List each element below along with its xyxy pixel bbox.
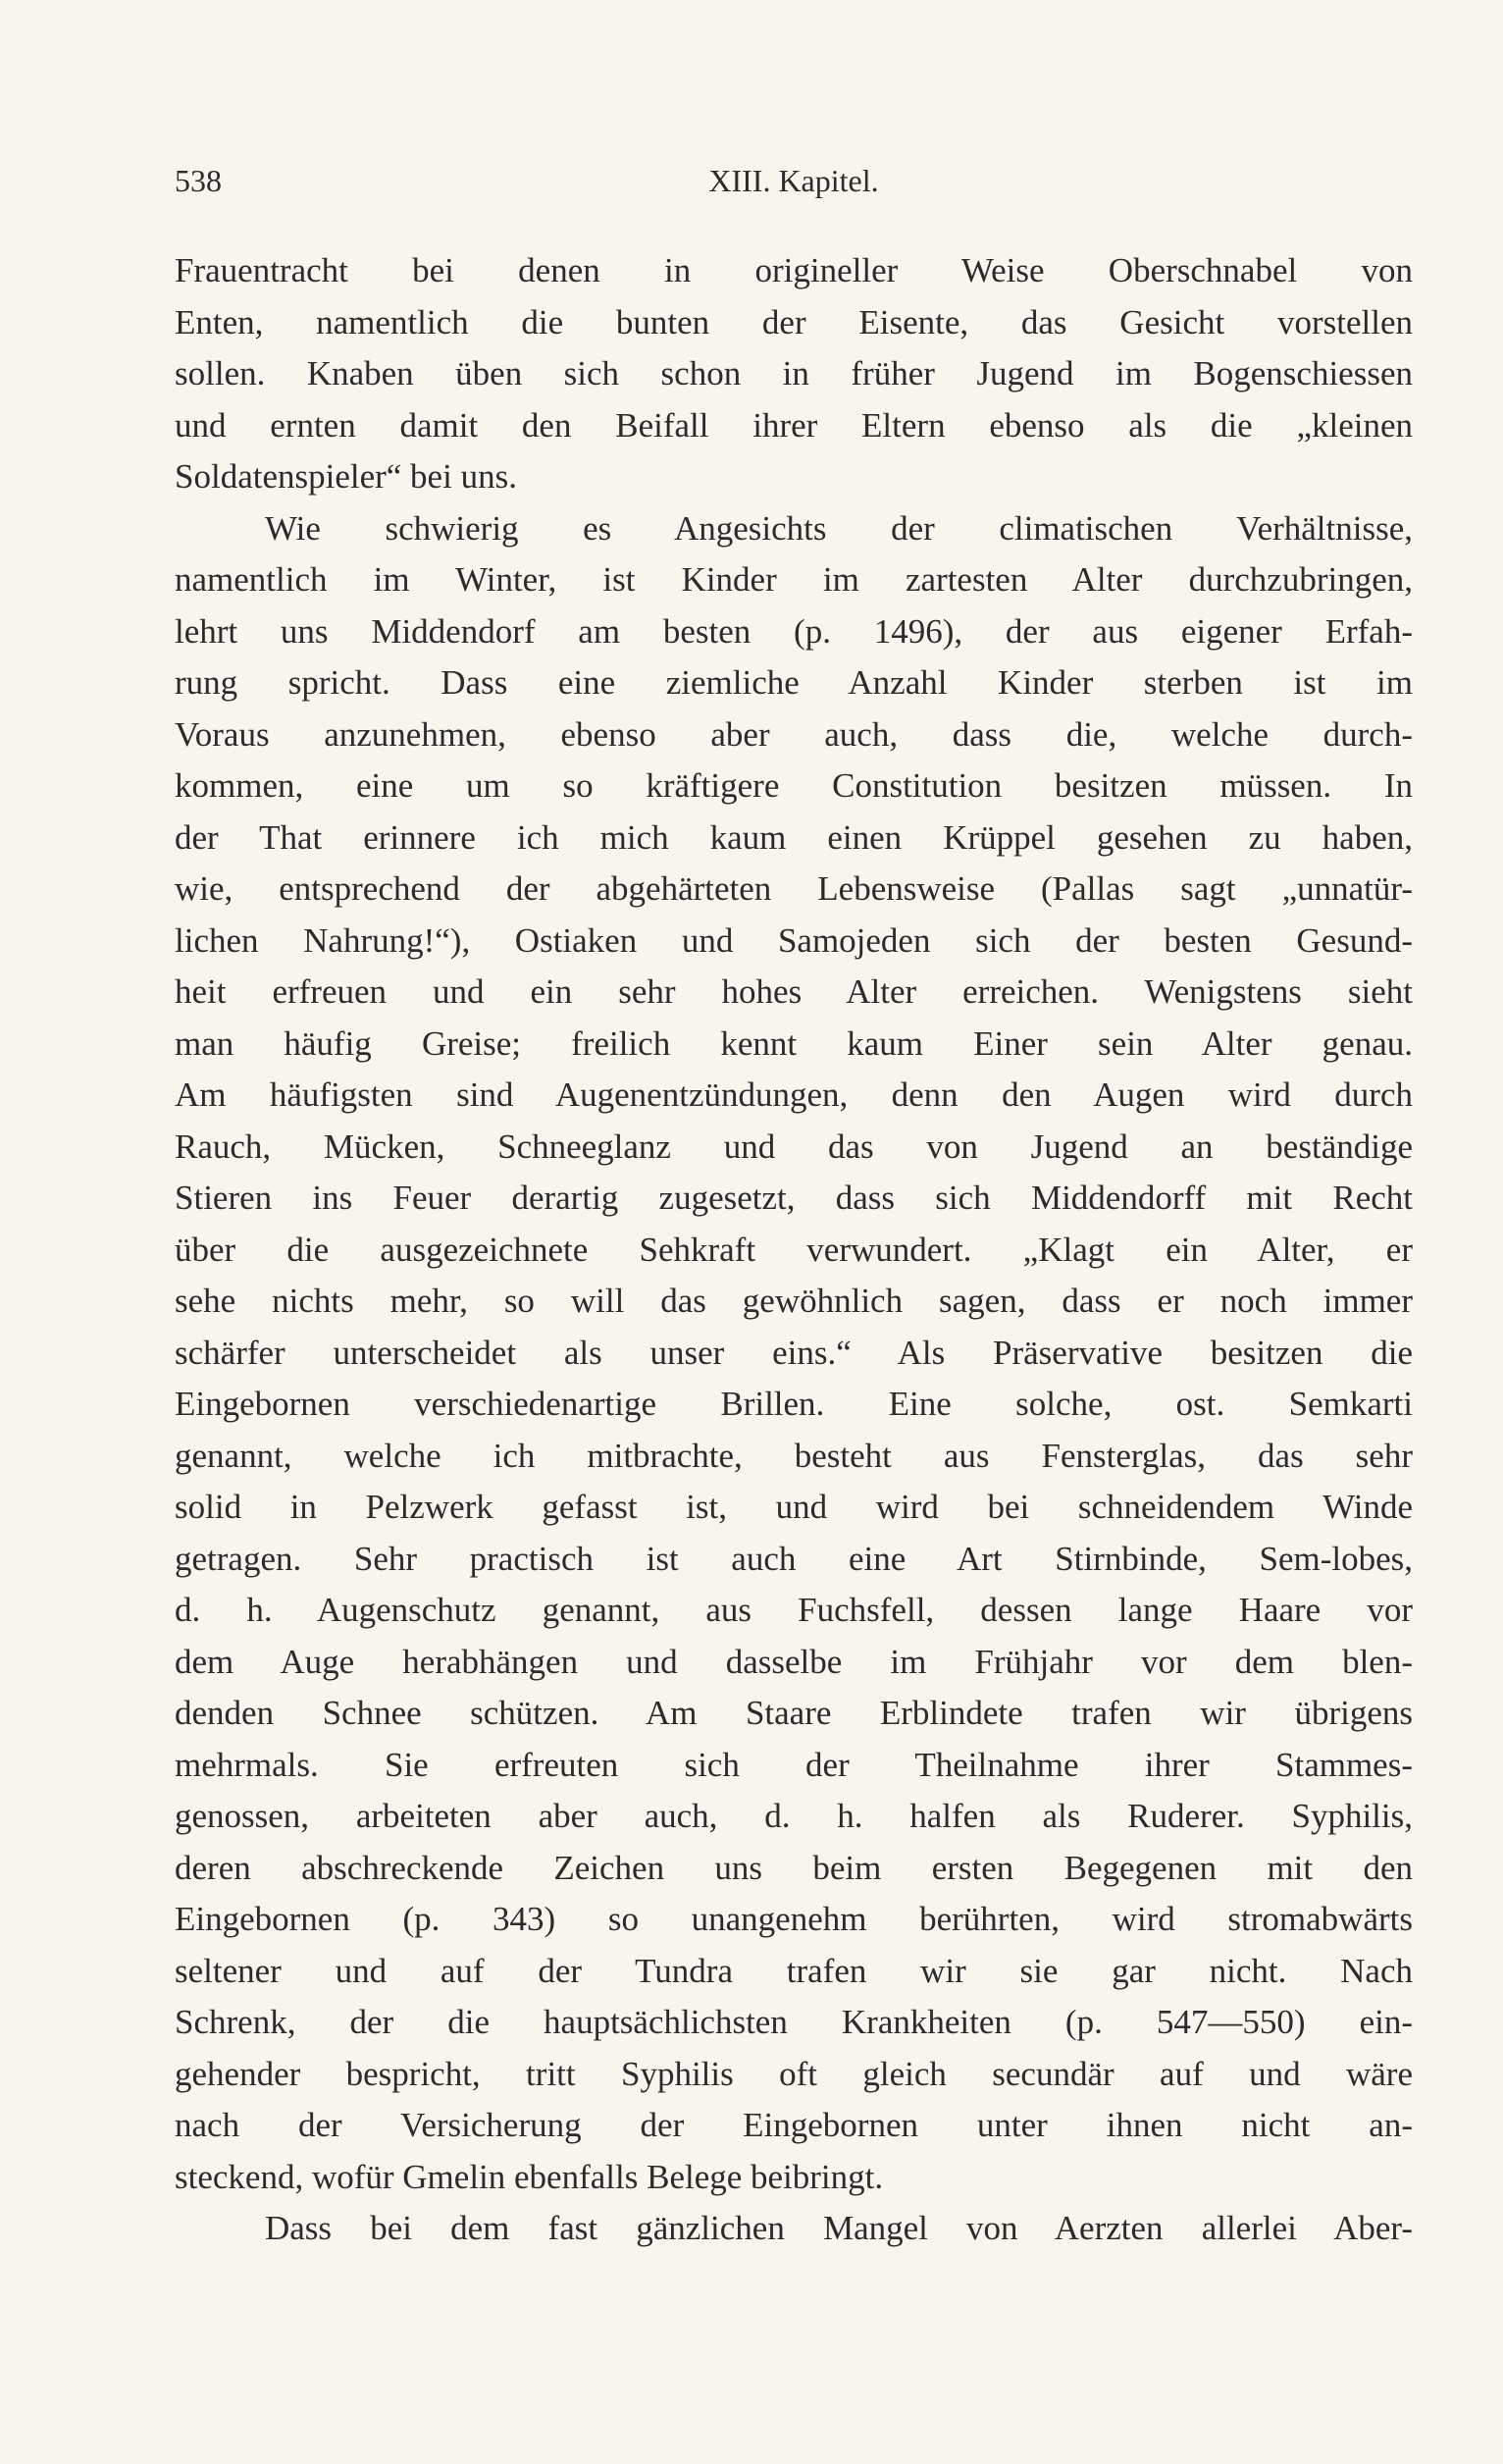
text-line: solid in Pelzwerk gefasst ist, und wird bei schneidendem Winde bbox=[175, 1488, 1413, 1526]
text-line: mehrmals. Sie erfreuten sich der Theilnahme ihrer Stammes- bbox=[175, 1745, 1413, 1784]
page-number: 538 bbox=[175, 163, 222, 198]
text-line: Voraus anzunehmen, ebenso aber auch, dass die, welche durch- bbox=[175, 714, 1413, 754]
text-line: rung spricht. Dass eine ziemliche Anzahl Kinder sterben ist im bbox=[175, 663, 1413, 702]
text-line: nach der Versicherung der Eingebornen unter ihnen nicht an- bbox=[175, 2106, 1413, 2144]
running-head bbox=[175, 157, 1413, 204]
text-line: dem Auge herabhängen und dasselbe im Frühjahr vor dem blen- bbox=[175, 1642, 1413, 1681]
text-line: Am häufigsten sind Augenentzündungen, denn den Augen wird durch bbox=[175, 1075, 1413, 1114]
text-line: Eingebornen verschiedenartige Brillen. Eine solche, ost. Semkarti bbox=[175, 1385, 1413, 1423]
paragraph bbox=[175, 245, 1413, 503]
text-line: d. h. Augenschutz genannt, aus Fuchsfell, dessen lange Haare vor bbox=[175, 1591, 1413, 1629]
text-line: genossen, arbeiteten aber auch, d. h. halfen als Ruderer. Syphilis, bbox=[175, 1797, 1413, 1835]
text-line: lehrt uns Middendorf am besten (p. 1496), der aus eigener Erfah- bbox=[175, 611, 1413, 651]
text-line: Stieren ins Feuer derartig zugesetzt, dass sich Middendorff mit Recht bbox=[175, 1179, 1413, 1217]
text-line: gehender bespricht, tritt Syphilis oft gleich secundär auf und wäre bbox=[175, 2054, 1413, 2093]
text-line: und ernten damit den Beifall ihrer Eltern ebenso als die „kleinen bbox=[175, 405, 1413, 445]
text-line: Eingebornen (p. 343) so unangenehm berührten, wird stromabwärts bbox=[175, 1900, 1413, 1938]
text-line: heit erfreuen und ein sehr hohes Alter erreichen. Wenigstens sieht bbox=[175, 972, 1413, 1011]
text-line: getragen. Sehr practisch ist auch eine Art Stirnbinde, Sem-lobes, bbox=[175, 1539, 1413, 1578]
text-line: Schrenk, der die hauptsächlichsten Krankheiten (p. 547—550) ein- bbox=[175, 2003, 1413, 2041]
text-line: Wie schwierig es Angesichts der climatischen Verhältnisse, bbox=[265, 508, 1413, 548]
text-line: denden Schnee schützen. Am Staare Erblindete trafen wir übrigens bbox=[175, 1694, 1413, 1732]
text-line: man häufig Greise; freilich kennt kaum Einer sein Alter genau. bbox=[175, 1023, 1413, 1063]
text-line: Dass bei dem fast gänzlichen Mangel von Aerzten allerlei Aber- bbox=[265, 2209, 1413, 2247]
paragraph bbox=[175, 503, 1413, 2204]
text-line: namentlich im Winter, ist Kinder im zartesten Alter durchzubringen, bbox=[175, 560, 1413, 599]
text-line: kommen, eine um so kräftigere Constitution besitzen müssen. In bbox=[175, 766, 1413, 805]
text-line: Rauch, Mücken, Schneeglanz und das von Jugend an beständige bbox=[175, 1127, 1413, 1166]
chapter-title: XIII. Kapitel. bbox=[708, 163, 879, 198]
text-line: der That erinnere ich mich kaum einen Krüppel gesehen zu haben, bbox=[175, 817, 1413, 857]
text-line: Soldatenspieler“ bei uns. bbox=[175, 457, 517, 496]
text-line: wie, entsprechend der abgehärteten Lebensweise (Pallas sagt „unnatür- bbox=[175, 869, 1413, 908]
text-line: über die ausgezeichnete Sehkraft verwundert. „Klagt ein Alter, er bbox=[175, 1230, 1413, 1269]
text-line: sollen. Knaben üben sich schon in früher Jugend im Bogenschiessen bbox=[175, 354, 1413, 393]
body-text bbox=[175, 245, 1413, 2255]
text-line: lichen Nahrung!“), Ostiaken und Samojeden sich der besten Gesund- bbox=[175, 920, 1413, 960]
paragraph bbox=[175, 2203, 1413, 2255]
text-line: Enten, namentlich die bunten der Eisente, das Gesicht vorstellen bbox=[175, 302, 1413, 341]
text-line: genannt, welche ich mitbrachte, besteht aus Fensterglas, das sehr bbox=[175, 1436, 1413, 1475]
text-line: deren abschreckende Zeichen uns beim ersten Begegenen mit den bbox=[175, 1848, 1413, 1887]
text-line: Frauentracht bei denen in origineller Weise Oberschnabel von bbox=[175, 251, 1413, 289]
text-line: sehe nichts mehr, so will das gewöhnlich sagen, dass er noch immer bbox=[175, 1282, 1413, 1320]
text-line: seltener und auf der Tundra trafen wir sie gar nicht. Nach bbox=[175, 1951, 1413, 1990]
text-line: schärfer unterscheidet als unser eins.“ Als Präservative besitzen die bbox=[175, 1333, 1413, 1372]
text-line: steckend, wofür Gmelin ebenfalls Belege beibringt. bbox=[175, 2157, 884, 2196]
